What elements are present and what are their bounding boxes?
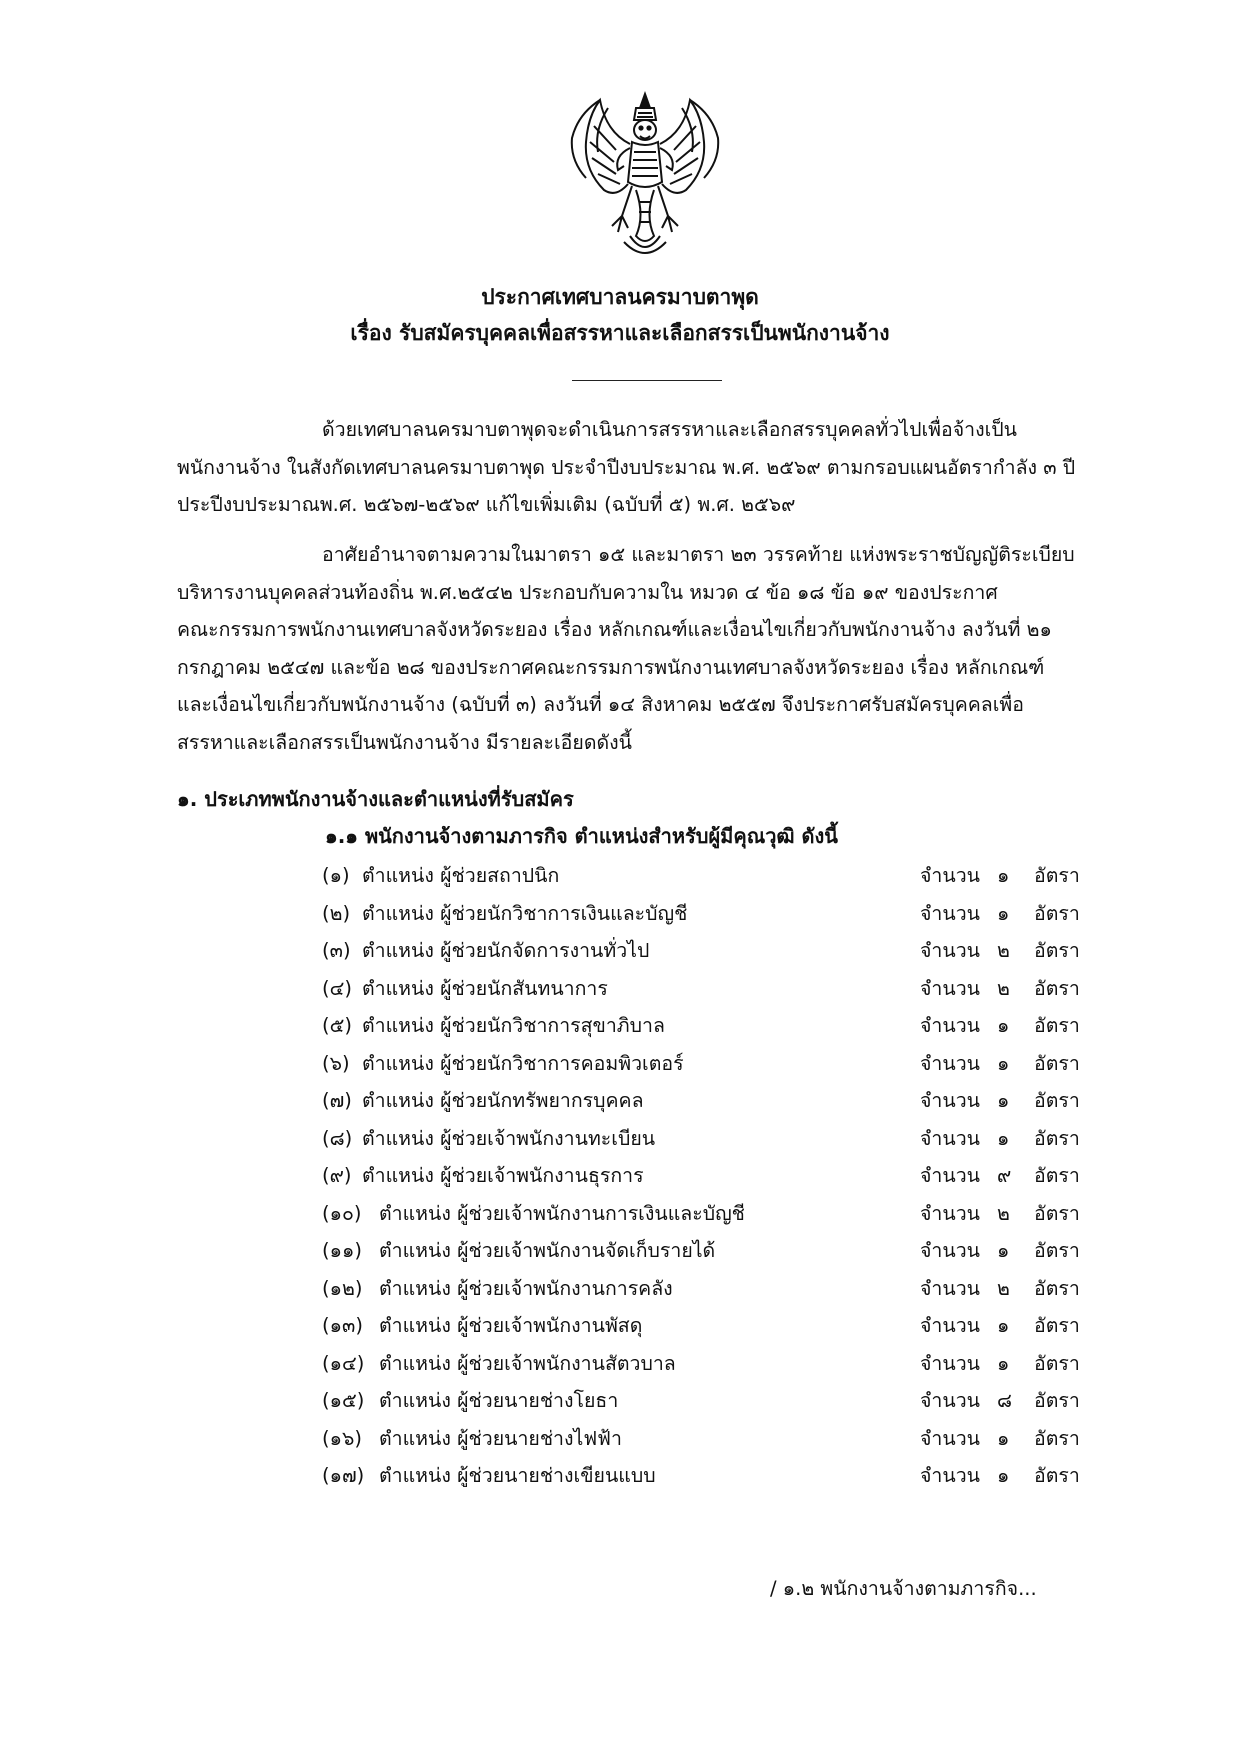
quantity-unit: อัตรา [1034, 1164, 1080, 1187]
position-row [322, 1007, 1102, 1045]
quantity-label: จำนวน [920, 1276, 980, 1300]
position-title: ตำแหน่ง ผู้ช่วยนักวิชาการเงินและบัญชี [362, 901, 688, 925]
quantity-label: จำนวน [920, 976, 980, 1000]
position-title: ตำแหน่ง ผู้ช่วยเจ้าพนักงานทะเบียน [362, 1126, 656, 1150]
quantity-label: จำนวน [920, 1464, 980, 1487]
quantity-label: จำนวน [920, 901, 980, 925]
position-count: ๒ [997, 1201, 1010, 1225]
garuda-emblem-icon [564, 86, 726, 262]
paragraph-line: และเงื่อนไขเกี่ยวกับพนักงานจ้าง (ฉบับที่ ๓) ลงวันที่ ๑๔ สิงหาคม ๒๕๕๗ จึงประกาศรับสมัครบุคคลเพื่อ [177, 693, 1024, 716]
position-title: ตำแหน่ง ผู้ช่วยเจ้าพนักงานธุรการ [362, 1164, 644, 1187]
section-heading: ๑. ประเภทพนักงานจ้างและตำแหน่งที่รับสมัคร [177, 787, 574, 811]
position-count: ๑ [997, 1239, 1010, 1262]
position-number: (๑๒) [322, 1276, 363, 1300]
quantity-unit: อัตรา [1034, 1239, 1080, 1262]
document-subject: เรื่อง รับสมัครบุคคลเพื่อสรรหาและเลือกสรรเป็นพนักงานจ้าง [350, 321, 890, 345]
position-title: ตำแหน่ง ผู้ช่วยเจ้าพนักงานจัดเก็บรายได้ [379, 1239, 716, 1262]
position-row [322, 1195, 1102, 1233]
position-number: (๗) [322, 1089, 352, 1112]
quantity-label: จำนวน [920, 864, 980, 887]
quantity-unit: อัตรา [1034, 1126, 1080, 1150]
quantity-unit: อัตรา [1034, 1389, 1080, 1412]
position-number: (๑๗) [322, 1464, 365, 1487]
quantity-label: จำนวน [920, 1051, 980, 1075]
position-title: ตำแหน่ง ผู้ช่วยนายช่างเขียนแบบ [379, 1464, 656, 1487]
position-count: ๑ [997, 1014, 1010, 1037]
position-number: (๑๖) [322, 1426, 362, 1450]
quantity-label: จำนวน [920, 1201, 980, 1225]
position-list [322, 857, 1102, 1495]
quantity-unit: อัตรา [1034, 1051, 1080, 1075]
position-row [322, 1345, 1102, 1383]
position-row [322, 1157, 1102, 1195]
position-row [322, 932, 1102, 970]
position-row [322, 1420, 1102, 1458]
quantity-unit: อัตรา [1034, 1276, 1080, 1300]
authority-paragraph [177, 536, 1119, 761]
position-number: (๑๕) [322, 1389, 365, 1412]
position-count: ๑ [997, 1089, 1010, 1112]
position-number: (๓) [322, 939, 351, 962]
quantity-label: จำนวน [920, 1426, 980, 1450]
paragraph-line: คณะกรรมการพนักงานเทศบาลจังหวัดระยอง เรื่อง หลักเกณฑ์และเงื่อนไขเกี่ยวกับพนักงานจ้าง ลงวันที่ ๒๑ [177, 618, 1052, 641]
position-number: (๑๓) [322, 1314, 363, 1337]
position-title: ตำแหน่ง ผู้ช่วยนักวิชาการสุขาภิบาล [362, 1014, 665, 1037]
position-count: ๙ [997, 1164, 1012, 1187]
position-count: ๑ [997, 1426, 1010, 1450]
position-count: ๑ [997, 1126, 1010, 1150]
page-continuation: / ๑.๒ พนักงานจ้างตามภารกิจ... [770, 1577, 1037, 1600]
quantity-unit: อัตรา [1034, 864, 1080, 887]
position-number: (๑๐) [322, 1201, 362, 1225]
position-title: ตำแหน่ง ผู้ช่วยนักทรัพยากรบุคคล [362, 1089, 644, 1112]
position-row [322, 857, 1102, 895]
quantity-label: จำนวน [920, 1126, 980, 1150]
position-row [322, 1120, 1102, 1158]
quantity-unit: อัตรา [1034, 1351, 1080, 1375]
position-number: (๘) [322, 1126, 353, 1150]
quantity-label: จำนวน [920, 1014, 980, 1037]
paragraph-line: ประปีงบประมาณพ.ศ. ๒๕๖๗-๒๕๖๙ แก้ไขเพิ่มเติม (ฉบับที่ ๕) พ.ศ. ๒๕๖๙ [177, 493, 796, 516]
position-row [322, 1270, 1102, 1308]
position-number: (๑๔) [322, 1351, 365, 1375]
quantity-unit: อัตรา [1034, 1014, 1080, 1037]
position-count: ๒ [997, 939, 1010, 962]
quantity-label: จำนวน [920, 1164, 980, 1187]
quantity-unit: อัตรา [1034, 1314, 1080, 1337]
position-row [322, 970, 1102, 1008]
title-divider [572, 380, 722, 381]
position-title: ตำแหน่ง ผู้ช่วยนักวิชาการคอมพิวเตอร์ [362, 1051, 684, 1075]
position-number: (๔) [322, 976, 352, 1000]
position-number: (๑๑) [322, 1239, 362, 1262]
paragraph-line: อาศัยอำนาจตามความในมาตรา ๑๕ และมาตรา ๒๓ วรรคท้าย แห่งพระราชบัญญัติระเบียบ [322, 543, 1075, 566]
position-count: ๑ [997, 1051, 1010, 1075]
paragraph-line: ด้วยเทศบาลนครมาบตาพุดจะดำเนินการสรรหาและเลือกสรรบุคคลทั่วไปเพื่อจ้างเป็น [322, 418, 1017, 441]
position-number: (๙) [322, 1164, 352, 1187]
position-title: ตำแหน่ง ผู้ช่วยเจ้าพนักงานพัสดุ [379, 1314, 643, 1337]
position-number: (๖) [322, 1051, 350, 1075]
position-count: ๘ [997, 1389, 1013, 1412]
position-count: ๑ [997, 901, 1010, 925]
quantity-unit: อัตรา [1034, 1089, 1080, 1112]
position-title: ตำแหน่ง ผู้ช่วยสถาปนิก [362, 864, 560, 887]
position-row [322, 895, 1102, 933]
position-row [322, 1457, 1102, 1495]
quantity-unit: อัตรา [1034, 901, 1080, 925]
position-row [322, 1045, 1102, 1083]
quantity-unit: อัตรา [1034, 1201, 1080, 1225]
intro-paragraph [177, 411, 1119, 524]
document-title: ประกาศเทศบาลนครมาบตาพุด [481, 285, 759, 309]
position-title: ตำแหน่ง ผู้ช่วยนายช่างไฟฟ้า [379, 1426, 622, 1450]
position-count: ๑ [997, 1351, 1010, 1375]
position-number: (๕) [322, 1014, 352, 1037]
position-count: ๑ [997, 864, 1010, 887]
position-count: ๑ [997, 1314, 1010, 1337]
quantity-unit: อัตรา [1034, 1464, 1080, 1487]
position-title: ตำแหน่ง ผู้ช่วยนักจัดการงานทั่วไป [362, 939, 650, 962]
quantity-label: จำนวน [920, 1314, 980, 1337]
quantity-unit: อัตรา [1034, 939, 1080, 962]
position-title: ตำแหน่ง ผู้ช่วยเจ้าพนักงานสัตวบาล [379, 1351, 676, 1375]
position-title: ตำแหน่ง ผู้ช่วยเจ้าพนักงานการเงินและบัญชี [379, 1201, 745, 1225]
position-title: ตำแหน่ง ผู้ช่วยเจ้าพนักงานการคลัง [379, 1276, 673, 1300]
position-row [322, 1382, 1102, 1420]
quantity-label: จำนวน [920, 1351, 980, 1375]
position-title: ตำแหน่ง ผู้ช่วยนักสันทนาการ [362, 976, 608, 1000]
quantity-unit: อัตรา [1034, 1426, 1080, 1450]
paragraph-line: สรรหาและเลือกสรรเป็นพนักงานจ้าง มีรายละเอียดดังนี้ [177, 730, 632, 754]
position-title: ตำแหน่ง ผู้ช่วยนายช่างโยธา [379, 1389, 619, 1412]
subsection-heading: ๑.๑ พนักงานจ้างตามภารกิจ ตำแหน่งสำหรับผู้มีคุณวุฒิ ดังนี้ [325, 824, 838, 848]
position-count: ๒ [997, 1276, 1010, 1300]
position-count: ๑ [997, 1464, 1010, 1487]
position-count: ๒ [997, 976, 1010, 1000]
paragraph-line: บริหารงานบุคคลส่วนท้องถิ่น พ.ศ.๒๕๔๒ ประกอบกับความใน หมวด ๔ ข้อ ๑๘ ข้อ ๑๙ ของประกาศ [177, 580, 998, 604]
position-number: (๒) [322, 901, 351, 925]
quantity-label: จำนวน [920, 939, 980, 962]
position-row [322, 1307, 1102, 1345]
position-row [322, 1082, 1102, 1120]
position-row [322, 1232, 1102, 1270]
quantity-label: จำนวน [920, 1089, 980, 1112]
quantity-label: จำนวน [920, 1239, 980, 1262]
paragraph-line: พนักงานจ้าง ในสังกัดเทศบาลนครมาบตาพุด ประจำปีงบประมาณ พ.ศ. ๒๕๖๙ ตามกรอบแผนอัตรากำลัง ๓ ปี [177, 455, 1076, 479]
position-number: (๑) [322, 864, 350, 887]
quantity-label: จำนวน [920, 1389, 980, 1412]
quantity-unit: อัตรา [1034, 976, 1080, 1000]
paragraph-line: กรกฎาคม ๒๕๔๗ และข้อ ๒๘ ของประกาศคณะกรรมการพนักงานเทศบาลจังหวัดระยอง เรื่อง หลักเกณฑ์ [177, 655, 1045, 679]
